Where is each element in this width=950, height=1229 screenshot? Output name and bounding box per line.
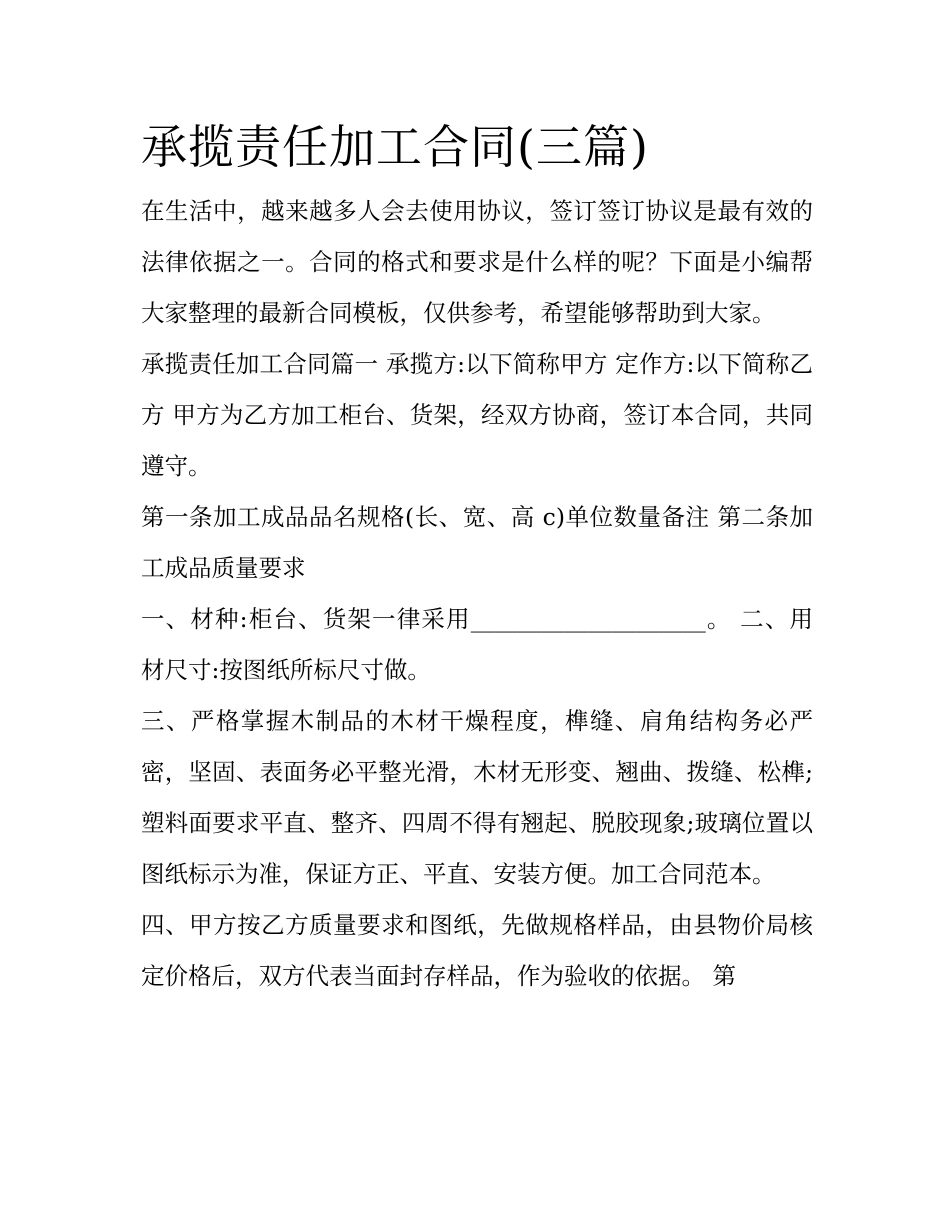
- material-clause-paragraph: 一、材种:柜台、货架一律采用____________________。 二、用材尺寸:按图纸所标尺寸做。: [141, 605, 813, 684]
- document-body: [141, 118, 813, 1002]
- intro-paragraph: 在生活中，越来越多人会去使用协议，签订签订协议是最有效的法律依据之一。合同的格式和要求是什么样的呢？下面是小编帮大家整理的最新合同模板，仅供参考，希望能够帮助到大家。: [141, 197, 813, 327]
- quality-clause-paragraph: 三、严格掌握木制品的木材干燥程度，榫缝、肩角结构务必严密，坚固、表面务必平整光滑，木材无形变、翘曲、拨缝、松榫;塑料面要求平直、整齐、四周不得有翘起、脱胶现象;玻璃位置以图纸标示为准，保证方正、平直、安装方便。加工合同范本。: [141, 707, 813, 888]
- document-title: 承揽责任加工合同(三篇): [141, 120, 649, 174]
- contract-parties-paragraph: 承揽责任加工合同篇一 承揽方:以下简称甲方 定作方:以下简称乙方 甲方为乙方加工柜台、货架，经双方协商，签订本合同，共同遵守。: [141, 350, 813, 480]
- sample-clause-paragraph: 四、甲方按乙方质量要求和图纸，先做规格样品，由县物价局核定价格后，双方代表当面封存样品，作为验收的依据。 第: [141, 911, 813, 990]
- article-one-paragraph: 第一条加工成品品名规格(长、宽、高 c)单位数量备注 第二条加工成品质量要求: [141, 503, 813, 582]
